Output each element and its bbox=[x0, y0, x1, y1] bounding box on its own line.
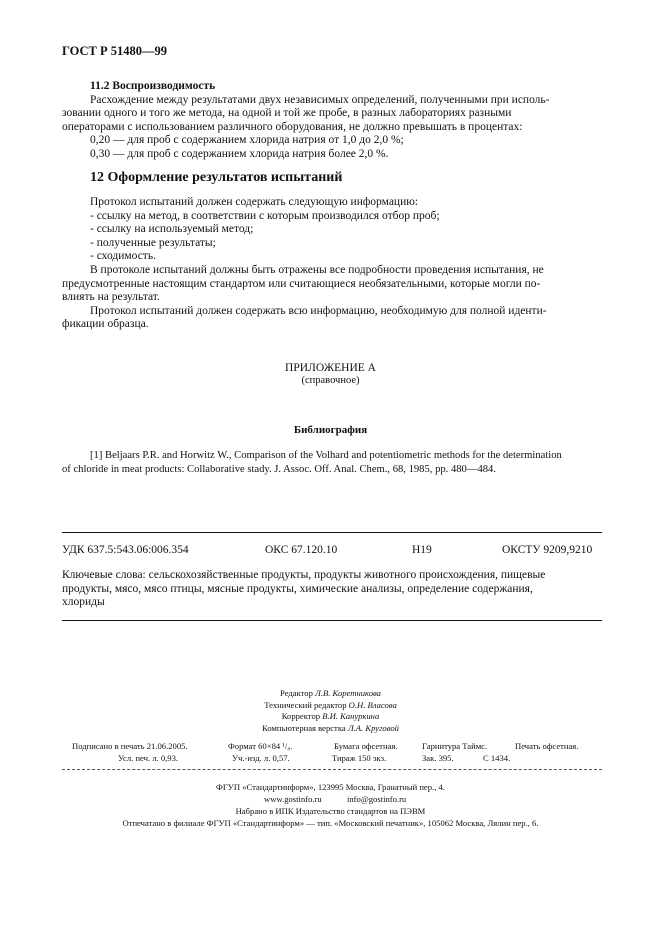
credit-label: Технический редактор bbox=[264, 699, 347, 710]
keywords-line: Ключевые слова: сельскохозяйственные продукты, продукты животного происхождения, пищевые bbox=[62, 569, 546, 581]
reference-line: of chloride in meat products: Collaborative stady. J. Assoc. Off. Anal. Chem., 68, 1985, pp. 480—484. bbox=[62, 463, 496, 475]
section-12-body bbox=[62, 196, 600, 332]
section-11-2-para bbox=[62, 93, 600, 162]
list-item: 0,20 — для проб с содержанием хлорида натрия от 1,0 до 2,0 %; bbox=[90, 134, 404, 147]
publisher-address: ФГУП «Стандартинформ», 123995 Москва, Гранатный пер., 4. bbox=[216, 782, 445, 792]
publisher-email: info@gostinfo.ru bbox=[347, 794, 407, 804]
keywords bbox=[62, 569, 602, 610]
text-line: фикации образца. bbox=[62, 318, 149, 331]
publisher-typeset: Набрано в ИПК Издательство стандартов на ПЭВМ bbox=[235, 806, 426, 816]
text-line: Расхождение между результатами двух независимых определений, полученными при исполь- bbox=[90, 93, 550, 106]
print-zak: Зак. 395. bbox=[422, 753, 454, 763]
print-uch: Уч.-изд. л. 0,57. bbox=[232, 753, 290, 763]
standard-designation: ГОСТ Р 51480—99 bbox=[62, 44, 168, 58]
okstu-code: ОКСТУ 9209,9210 bbox=[502, 544, 593, 556]
list-item: - сходимость. bbox=[90, 250, 156, 263]
print-signed: Подписано в печать 21.06.2005. bbox=[72, 741, 188, 751]
credit-corrector bbox=[0, 711, 661, 723]
credit-name: Л.А. Круговой bbox=[347, 722, 399, 733]
section-11-2 bbox=[62, 80, 600, 162]
divider-bottom bbox=[62, 620, 602, 621]
oks-code: ОКС 67.120.10 bbox=[265, 544, 338, 556]
credit-editor bbox=[0, 688, 661, 700]
print-c: С 1434. bbox=[483, 753, 511, 763]
print-paper: Бумага офсетная. bbox=[334, 741, 398, 751]
text-line: влиять на результат. bbox=[62, 291, 160, 304]
credit-layout bbox=[0, 723, 661, 735]
publisher-printed: Отпечатано в филиале ФГУП «Стандартинформ» — тип. «Московский печатник», 105062 Москва, Лялин пер., 6. bbox=[122, 818, 539, 828]
category-code: Н19 bbox=[412, 544, 432, 556]
credit-tech-editor bbox=[0, 700, 661, 712]
list-item: - ссылку на используемый метод; bbox=[90, 223, 254, 236]
credit-name: В.И. Кануркина bbox=[322, 711, 380, 721]
list-item: 0,30 — для проб с содержанием хлорида натрия более 2,0 %. bbox=[90, 147, 389, 160]
appendix-title: ПРИЛОЖЕНИЕ А bbox=[285, 362, 376, 374]
bibliography-reference bbox=[62, 449, 602, 476]
print-usl: Усл. печ. л. 0,93. bbox=[118, 753, 179, 763]
credit-label: Компьютерная верстка bbox=[262, 722, 346, 733]
text-line: операторами с использованием различного оборудования, не должно превышать в процентах: bbox=[62, 120, 523, 133]
divider-top bbox=[62, 532, 602, 533]
list-item: - ссылку на метод, в соответствии с которым производился отбор проб; bbox=[90, 209, 440, 222]
print-printing: Печать офсетная. bbox=[515, 741, 579, 751]
bibliography-title: Библиография bbox=[293, 424, 368, 436]
publisher-site: www.gostinfo.ru bbox=[264, 794, 322, 804]
udk-code: УДК 637.5:543.06:006.354 bbox=[62, 544, 189, 556]
keywords-line: хлориды bbox=[62, 596, 105, 609]
divider-dashed bbox=[62, 769, 602, 770]
text-line: Протокол испытаний должен содержать следующую информацию: bbox=[90, 196, 419, 208]
credit-label: Корректор bbox=[281, 711, 321, 721]
text-line: В протоколе испытаний должны быть отражены все подробности проведения испытания, не bbox=[90, 263, 544, 276]
appendix-subtitle: (справочное) bbox=[301, 375, 360, 386]
section-12-title: 12 Оформление результатов испытаний bbox=[90, 170, 343, 185]
print-format: Формат 60×84 ¹/₈. bbox=[228, 741, 293, 751]
print-tirazh: Тираж 150 экз. bbox=[332, 753, 387, 763]
text-line: предусмотренные настоящим стандартом или считающиеся необязательными, которые могли по- bbox=[62, 277, 541, 290]
credit-name: Л.В. Коретникова bbox=[315, 688, 381, 698]
section-11-2-title: 11.2 Воспроизводимость bbox=[90, 80, 216, 92]
print-typeface: Гарнитура Таймс. bbox=[422, 741, 488, 751]
credits bbox=[0, 688, 661, 734]
keywords-line: продукты, мясо, мясо птицы, мясные продукты, химические анализы, определение содержания, bbox=[62, 582, 533, 595]
credit-label: Редактор bbox=[280, 688, 313, 698]
text-line: Протокол испытаний должен содержать всю информацию, необходимую для полной иденти- bbox=[90, 304, 547, 317]
reference-line: [1] Beljaars P.R. and Horwitz W., Comparison of the Volhard and potentiometric methods for the determination bbox=[90, 450, 562, 461]
text-line: зовании одного и того же метода, на одной и той же пробе, в разных лабораториях разными bbox=[62, 107, 512, 120]
list-item: - полученные результаты; bbox=[90, 236, 216, 249]
credit-name: О.Н. Власова bbox=[348, 699, 397, 710]
